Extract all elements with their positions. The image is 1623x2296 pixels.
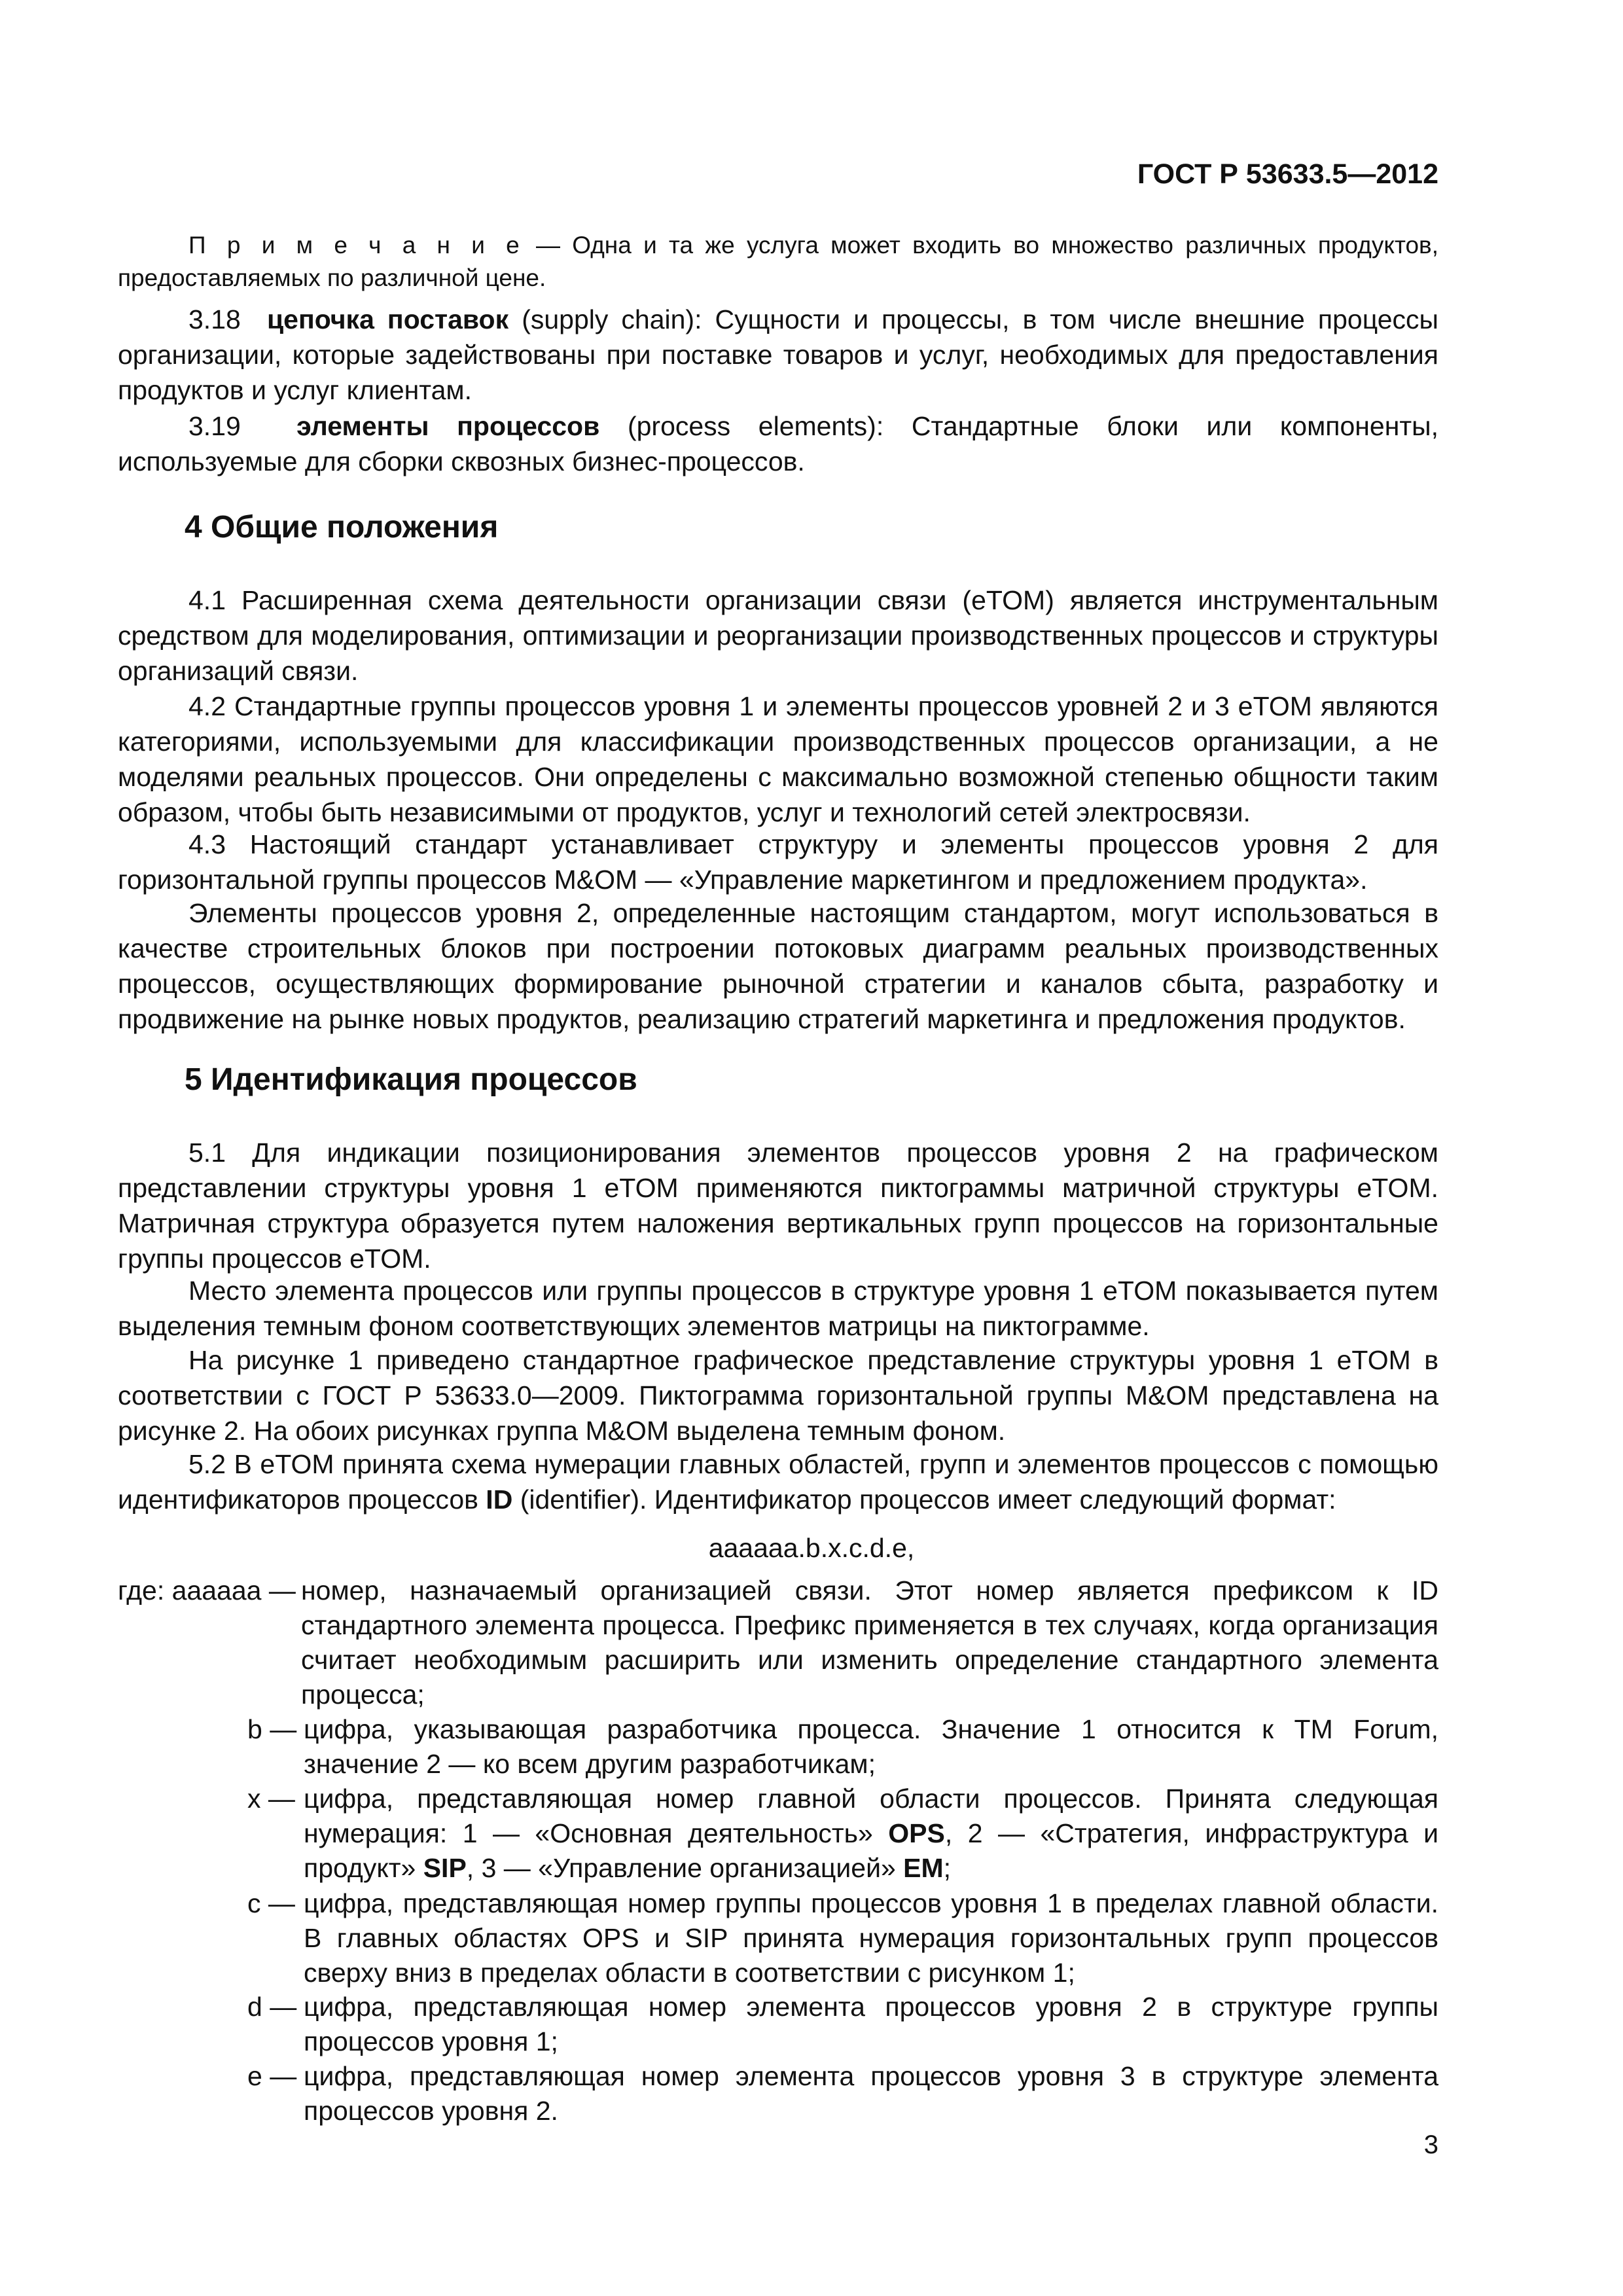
definition-text: цифра, представляющая номер элемента процессов уровня 2 в структуре группы процессов уровня 1; (304, 1992, 1438, 2056)
definition-text-part: цифра, представляющая номер главной области процессов. Принята следующая нумерация: 1 — «Основная деятельность» (304, 1784, 1438, 1848)
paragraph-4-1: 4.1 Расширенная схема деятельности организации связи (eTOM) является инструментальным средством для моделирования, оптимизации и реорганизации производственных процессов и структуры организаций связи. (118, 585, 1438, 686)
term-number: 3.18 (188, 304, 241, 334)
id-term: ID (486, 1484, 513, 1515)
term-number: 3.19 (188, 411, 241, 441)
definition-text-part: , 2 — «Стратегия, инфраструктура и продукт» (304, 1818, 1439, 1883)
definition-text: цифра, представляющая номер элемента процессов уровня 3 в структуре элемента процессов уровня 2. (304, 2061, 1438, 2126)
definition-label: b — (247, 1714, 297, 1744)
area-code-em: EM (903, 1853, 944, 1883)
paragraph-5-1-place: Место элемента процессов или группы процессов в структуре уровня 1 eTOM показывается путем выделения темным фоном соответствующих элементов матрицы на пиктограмме. (118, 1276, 1438, 1341)
definition-label: d — (247, 1992, 297, 2022)
area-code-sip: SIP (423, 1853, 467, 1883)
note-text: — Одна и та же услуга может входить во множество различных продуктов, предоставляемых по различной цене. (118, 232, 1438, 291)
definition-text-part: ; (943, 1853, 952, 1883)
paragraph-text: 5.2 В eTOM принята схема нумерации главных областей, групп и элементов процессов с помощью идентификаторов процессов (118, 1449, 1438, 1515)
note-label: П р и м е ч а н и е (188, 232, 524, 259)
paragraph-4-3: 4.3 Настоящий стандарт устанавливает структуру и элементы процессов уровня 2 для горизонтальной группы процессов M&OM — «Управление маркетингом и предложением продукта». (118, 829, 1438, 895)
definition-label: c — (247, 1888, 295, 1918)
paragraph-5-1-figures: На рисунке 1 приведено стандартное графическое представление структуры уровня 1 eTOM в соответствии с ГОСТ Р 53633.0—2009. Пиктограмма горизонтальной группы M&OM представлена на рисунке 2. На обоих рисунках группа M&OM выделена темным фоном. (118, 1345, 1438, 1446)
section-4-heading: 4 Общие положения (185, 510, 499, 545)
term-name: цепочка поставок (266, 304, 509, 334)
note-paragraph (118, 229, 1438, 295)
document-id-header: ГОСТ Р 53633.5—2012 (1137, 158, 1438, 190)
term-name: элементы процессов (296, 411, 600, 441)
page-number: 3 (1423, 2130, 1438, 2159)
section-5-heading: 5 Идентификация процессов (185, 1062, 637, 1097)
term-definition: (supply chain): Сущности и процессы, в том числе внешние процессы организации, которые задействованы при поставке товаров и услуг, необходимых для предоставления продуктов и услуг клиентам. (118, 304, 1438, 405)
definition-label: e — (247, 2061, 297, 2091)
definition-text-part: , 3 — «Управление организацией» (466, 1853, 904, 1883)
area-code-ops: OPS (888, 1818, 945, 1848)
id-format-formula: aaaaaa.b.x.c.d.e, (708, 1533, 915, 1563)
definition-text: цифра, указывающая разработчика процесса. Значение 1 относится к TM Forum, значение 2 — ко всем другим разработчикам; (304, 1714, 1438, 1779)
definition-text (304, 1782, 1438, 1886)
paragraph-text: (identifier). Идентификатор процессов имеет следующий формат: (512, 1484, 1336, 1515)
term-3-18 (118, 302, 1438, 408)
paragraph-4-3-cont: Элементы процессов уровня 2, определенные настоящим стандартом, могут использоваться в качестве строительных блоков при построении потоковых диаграмм реальных производственных процессов, осуществляющих формирование рыночной стратегии и каналов сбыта, разработку и продвижение на рынке новых продуктов, реализацию стратегий маркетинга и предложения продуктов. (118, 898, 1438, 1034)
paragraph-4-2: 4.2 Стандартные группы процессов уровня 1 и элементы процессов уровней 2 и 3 eTOM являются категориями, используемыми для классификации производственных процессов организации, а не моделями реальных процессов. Они определены с максимально возможной степенью общности таким образом, чтобы быть независимыми от продуктов, услуг и технологий сетей электросвязи. (118, 691, 1438, 827)
term-3-19 (118, 408, 1438, 479)
definition-label: где: aaaaaa — (118, 1575, 296, 1605)
term-definition: (process elements): Стандартные блоки или компоненты, используемые для сборки сквозных бизнес-процессов. (118, 411, 1438, 476)
definition-text: номер, назначаемый организацией связи. Этот номер является префиксом к ID стандартного элемента процесса. Префикс применяется в тех случаях, когда организация считает необходимым расширить или изменить определение стандартного элемента процесса; (301, 1575, 1438, 1710)
definition-label: x — (247, 1784, 295, 1814)
paragraph-5-1: 5.1 Для индикации позиционирования элементов процессов уровня 2 на графическом представлении структуры уровня 1 eTOM применяются пиктограммы матричной структуры eTOM. Матричная структура образуется путем наложения вертикальных групп процессов на горизонтальные группы процессов eTOM. (118, 1138, 1438, 1274)
definition-text: цифра, представляющая номер группы процессов уровня 1 в пределах главной области. В главных областях OPS и SIP принята нумерация горизонтальных групп процессов сверху вниз в пределах области в соответствии с рисунком 1; (304, 1888, 1438, 1988)
paragraph-5-2 (118, 1446, 1438, 1517)
